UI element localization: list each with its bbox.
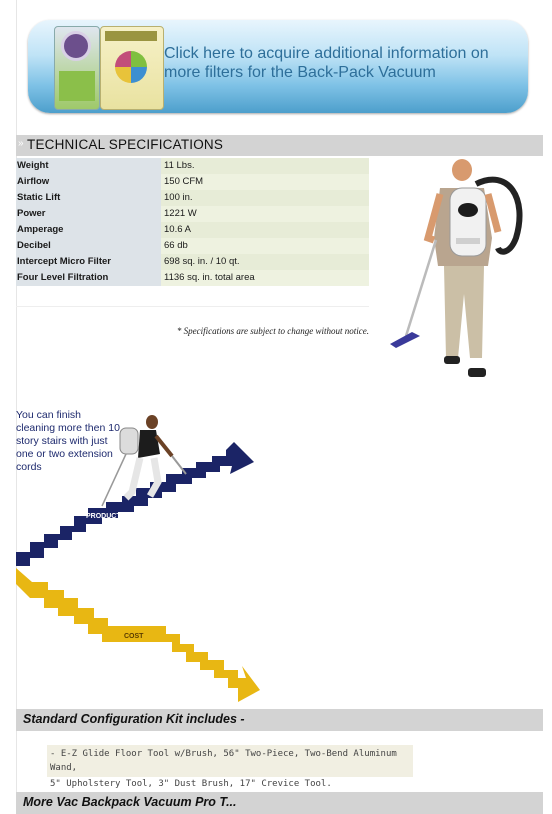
header-bullet-icon: » (18, 138, 24, 149)
productivity-cost-stairs-graphic (16, 412, 266, 707)
kit-contents-line: 5" Upholstery Tool, 3" Dust Brush, 17" Crevice Tool. (50, 779, 332, 789)
spec-label: Power (16, 206, 161, 222)
spec-value: 1136 sq. in. total area (164, 272, 255, 283)
spec-label: Four Level Filtration (16, 270, 161, 286)
spec-value: 150 CFM (164, 176, 204, 187)
spec-disclaimer: * Specifications are subject to change without notice. (176, 326, 369, 336)
tech-spec-header (16, 135, 543, 156)
spec-label: Intercept Micro Filter (16, 254, 161, 270)
spec-value: 100 in. (164, 192, 193, 203)
next-section-title: More Vac Backpack Vacuum Pro T... (23, 795, 237, 809)
next-section-header (16, 792, 543, 814)
spec-label: Airflow (16, 174, 161, 190)
spec-row (16, 270, 369, 286)
spec-label: Decibel (16, 238, 161, 254)
filter-package-image (100, 26, 164, 110)
spec-value: 66 db (164, 240, 188, 251)
kit-contents-line: - E-Z Glide Floor Tool w/Brush, 56" Two-Piece, Two-Bend Aluminum Wand, (50, 749, 397, 773)
kit-section-header (16, 709, 543, 731)
banner-text[interactable]: Click here to acquire additional information on more filters for the Back-Pack Vacuum (164, 45, 489, 81)
backpack-vacuum-operator-image (388, 158, 528, 388)
spec-row (16, 254, 369, 270)
productivity-caption: You can finish cleaning more then 10 story stairs with just one or two extension cords (16, 409, 120, 473)
spec-label: Static Lift (16, 190, 161, 206)
spec-row (16, 190, 369, 206)
spec-value: 10.6 A (164, 224, 191, 235)
spec-row (16, 174, 369, 190)
filter-bag-image (54, 26, 100, 110)
stairs-cost-label: COST (124, 633, 144, 640)
tech-spec-title: TECHNICAL SPECIFICATIONS (27, 137, 224, 152)
spec-table (16, 158, 369, 286)
spec-label: Amperage (16, 222, 161, 238)
spec-row (16, 158, 369, 174)
filters-info-banner-link[interactable] (28, 20, 528, 113)
divider (16, 306, 369, 307)
spec-value: 1221 W (164, 208, 197, 219)
spec-label: Weight (16, 158, 161, 174)
spec-row (16, 238, 369, 254)
spec-row (16, 222, 369, 238)
spec-value: 698 sq. in. / 10 qt. (164, 256, 240, 267)
stairs-productivity-label: PRODUCTIVITY (86, 513, 139, 520)
spec-value: 11 Lbs. (164, 160, 195, 171)
kit-contents-box (47, 745, 413, 789)
kit-section-title: Standard Configuration Kit includes - (23, 712, 245, 726)
spec-row (16, 206, 369, 222)
